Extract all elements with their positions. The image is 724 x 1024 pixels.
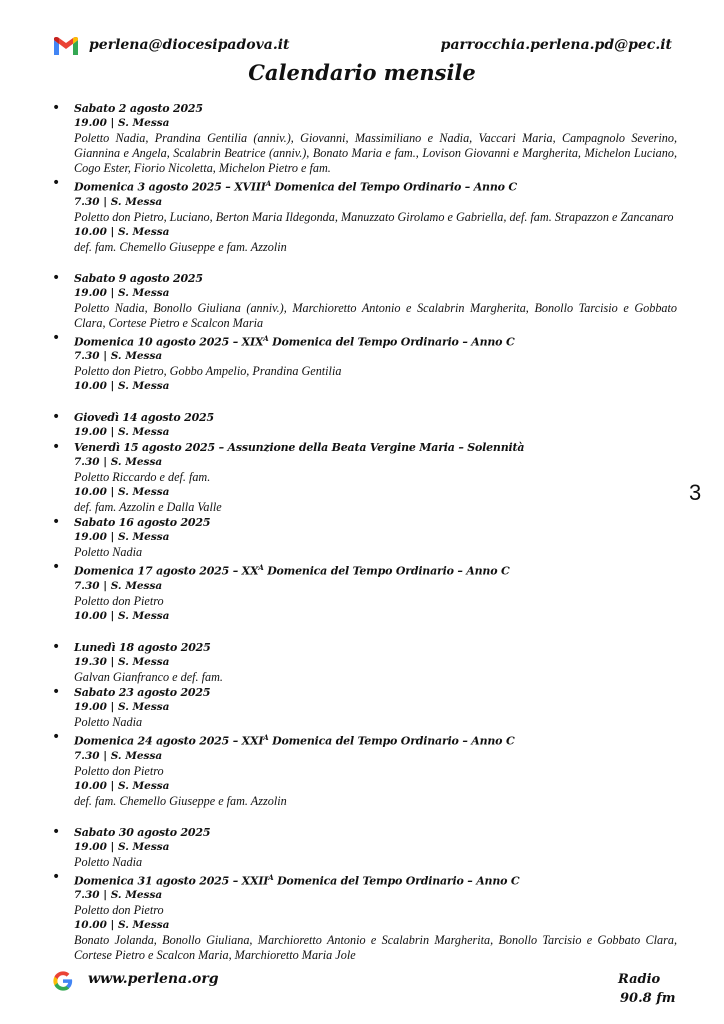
calendar-entry (52, 825, 677, 870)
mass-time: 19.30 | S. Messa (74, 655, 170, 668)
mass-time: 19.00 | S. Messa (74, 840, 170, 853)
mass-time: 7.30 | S. Messa (74, 195, 163, 208)
mass-time: 7.30 | S. Messa (74, 579, 163, 592)
entry-day-title (74, 331, 677, 350)
calendar-entry (52, 440, 677, 515)
entry-day-title (74, 176, 677, 195)
mass-time: 7.30 | S. Messa (74, 749, 163, 762)
mass-intentions: Bonato Jolanda, Bonollo Giuliana, Marchioretto Antonio e Scalabrin Margherita, Bonollo Tarcisio e Gobbato Clara, Cortese Pietro e Scalcon Maria, Marchioretto Maria Jole (74, 933, 677, 963)
calendar-entry (52, 685, 677, 730)
mass-time: 10.00 | S. Messa (74, 380, 170, 393)
day-label: Lunedì 18 agosto 2025 (74, 640, 211, 654)
day-label: Sabato 23 agosto 2025 (74, 685, 211, 699)
mass-intentions: Poletto Nadia (74, 854, 143, 869)
page-title: Calendario mensile (248, 60, 476, 85)
mass-intentions: Poletto don Pietro (74, 903, 164, 918)
day-label: Domenica 31 agosto 2025 – XXII (74, 874, 269, 888)
day-label: Sabato 9 agosto 2025 (74, 271, 203, 285)
radio-frequency: 90.8 fm (620, 991, 676, 1006)
ordinal-superscript: A (265, 179, 271, 188)
mass-time: 7.30 | S. Messa (74, 456, 163, 469)
entry-day-title (74, 640, 677, 655)
website-link[interactable]: www.perlena.org (88, 971, 219, 987)
liturgical-title: Domenica del Tempo Ordinario – Anno C (273, 874, 520, 888)
mass-time: 19.00 | S. Messa (74, 286, 170, 299)
entry-day-title (74, 440, 677, 455)
mass-time: 19.00 | S. Messa (74, 426, 170, 439)
day-label: Sabato 16 agosto 2025 (74, 516, 211, 530)
ordinal-superscript: A (263, 732, 269, 742)
mass-time: 10.00 | S. Messa (74, 609, 170, 622)
mass-intentions: def. fam. Azzolin e Dalla Valle (74, 500, 222, 515)
liturgical-title: Domenica del Tempo Ordinario – Anno C (268, 734, 515, 748)
mass-time: 10.00 | S. Messa (74, 779, 170, 792)
mass-intentions: Poletto don Pietro (74, 593, 164, 608)
entry-day-title (74, 271, 677, 286)
day-label: Giovedì 14 agosto 2025 (74, 411, 214, 425)
entry-day-title (74, 515, 677, 530)
mass-time: 7.30 | S. Messa (74, 350, 163, 363)
calendar-entry (52, 515, 677, 560)
liturgical-title: Domenica del Tempo Ordinario – Anno C (268, 335, 515, 349)
entry-day-title (74, 730, 677, 749)
ordinal-superscript: A (258, 563, 264, 573)
calendar-entry (52, 410, 677, 440)
liturgical-title: Domenica del Tempo Ordinario – Anno C (263, 564, 510, 578)
calendar-entry (52, 560, 677, 624)
liturgical-title: Domenica del Tempo Ordinario – Anno C (270, 180, 517, 194)
mass-intentions: Poletto Nadia, Prandina Gentilia (anniv.), Giovanni, Massimiliano e Nadia, Vaccari Maria, Campagnolo Severino, Giannina e Angela, Scalabrin Beatrice (anniv.), Bonato Maria e fam., Lovison Giovanni e Margherita, Michelon Luciano, Cogo Ester, Fiorio Nicoletta, Michelon Pietro e fam. (74, 131, 677, 175)
day-label: Domenica 3 agosto 2025 – XVIII (74, 180, 266, 194)
mass-intentions: Poletto don Pietro, Gobbo Ampelio, Prandina Gentilia (74, 364, 342, 379)
mass-intentions: Galvan Gianfranco e def. fam. (74, 669, 223, 684)
mass-intentions: Poletto don Pietro (74, 763, 164, 778)
mass-time: 19.00 | S. Messa (74, 117, 170, 129)
entry-day-title (74, 870, 677, 889)
day-label: Sabato 30 agosto 2025 (74, 825, 211, 839)
mass-time: 19.00 | S. Messa (74, 531, 170, 544)
mass-time: 10.00 | S. Messa (74, 486, 170, 499)
entry-day-title (74, 410, 677, 425)
ordinal-superscript: A (263, 333, 269, 343)
ordinal-superscript: A (268, 872, 274, 882)
mass-time: 7.30 | S. Messa (74, 889, 163, 902)
entry-day-title (74, 685, 677, 700)
day-label: Domenica 24 agosto 2025 – XXI (74, 734, 264, 748)
calendar-entry (52, 271, 677, 331)
radio-info (618, 970, 676, 1008)
pec-email[interactable]: parrocchia.perlena.pd@pec.it (440, 37, 672, 53)
entry-day-title (74, 825, 677, 840)
day-label: Domenica 17 agosto 2025 – XX (74, 564, 259, 578)
mass-intentions: Poletto Riccardo e def. fam. (74, 470, 211, 485)
day-label: Sabato 2 agosto 2025 (74, 102, 203, 115)
calendar-entry (52, 331, 677, 395)
page-number: 3 (689, 480, 702, 505)
mass-intentions: Poletto Nadia (74, 545, 143, 560)
calendar-entry (52, 101, 677, 176)
mass-intentions: Poletto Nadia (74, 714, 143, 729)
entry-day-title (74, 101, 677, 116)
mass-time: 10.00 | S. Messa (74, 919, 170, 932)
entry-day-title (74, 560, 677, 579)
calendar-entry (52, 640, 677, 685)
day-label: Venerdì 15 agosto 2025 – Assunzione della Beata Vergine Maria – Solennità (74, 441, 525, 455)
page-header (52, 33, 672, 59)
mass-intentions: def. fam. Chemello Giuseppe e fam. Azzolin (74, 793, 287, 808)
calendar-entry (52, 730, 677, 809)
mass-intentions: Poletto Nadia, Bonollo Giuliana (anniv.), Marchioretto Antonio e Scalabrin Margherita, Bonollo Tarcisio e Gobbato Clara, Cortese Pietro e Scalcon Maria (74, 300, 677, 330)
google-icon (52, 970, 74, 992)
mass-time: 10.00 | S. Messa (74, 225, 170, 238)
day-label: Domenica 10 agosto 2025 – XIX (74, 335, 264, 349)
calendar-entry (52, 176, 677, 255)
mass-intentions: def. fam. Chemello Giuseppe e fam. Azzolin (74, 239, 287, 254)
radio-label: Radio (618, 972, 661, 987)
calendar-entry (52, 870, 677, 964)
mass-time: 19.00 | S. Messa (74, 700, 170, 713)
gmail-icon (52, 35, 80, 57)
parish-email[interactable]: perlena@diocesipadova.it (89, 37, 290, 53)
mass-intentions: Poletto don Pietro, Luciano, Berton Maria Ildegonda, Manuzzato Girolamo e Gabriella, def. fam. Strapazzon e Zancanaro (74, 209, 674, 224)
calendar-list (52, 101, 677, 963)
